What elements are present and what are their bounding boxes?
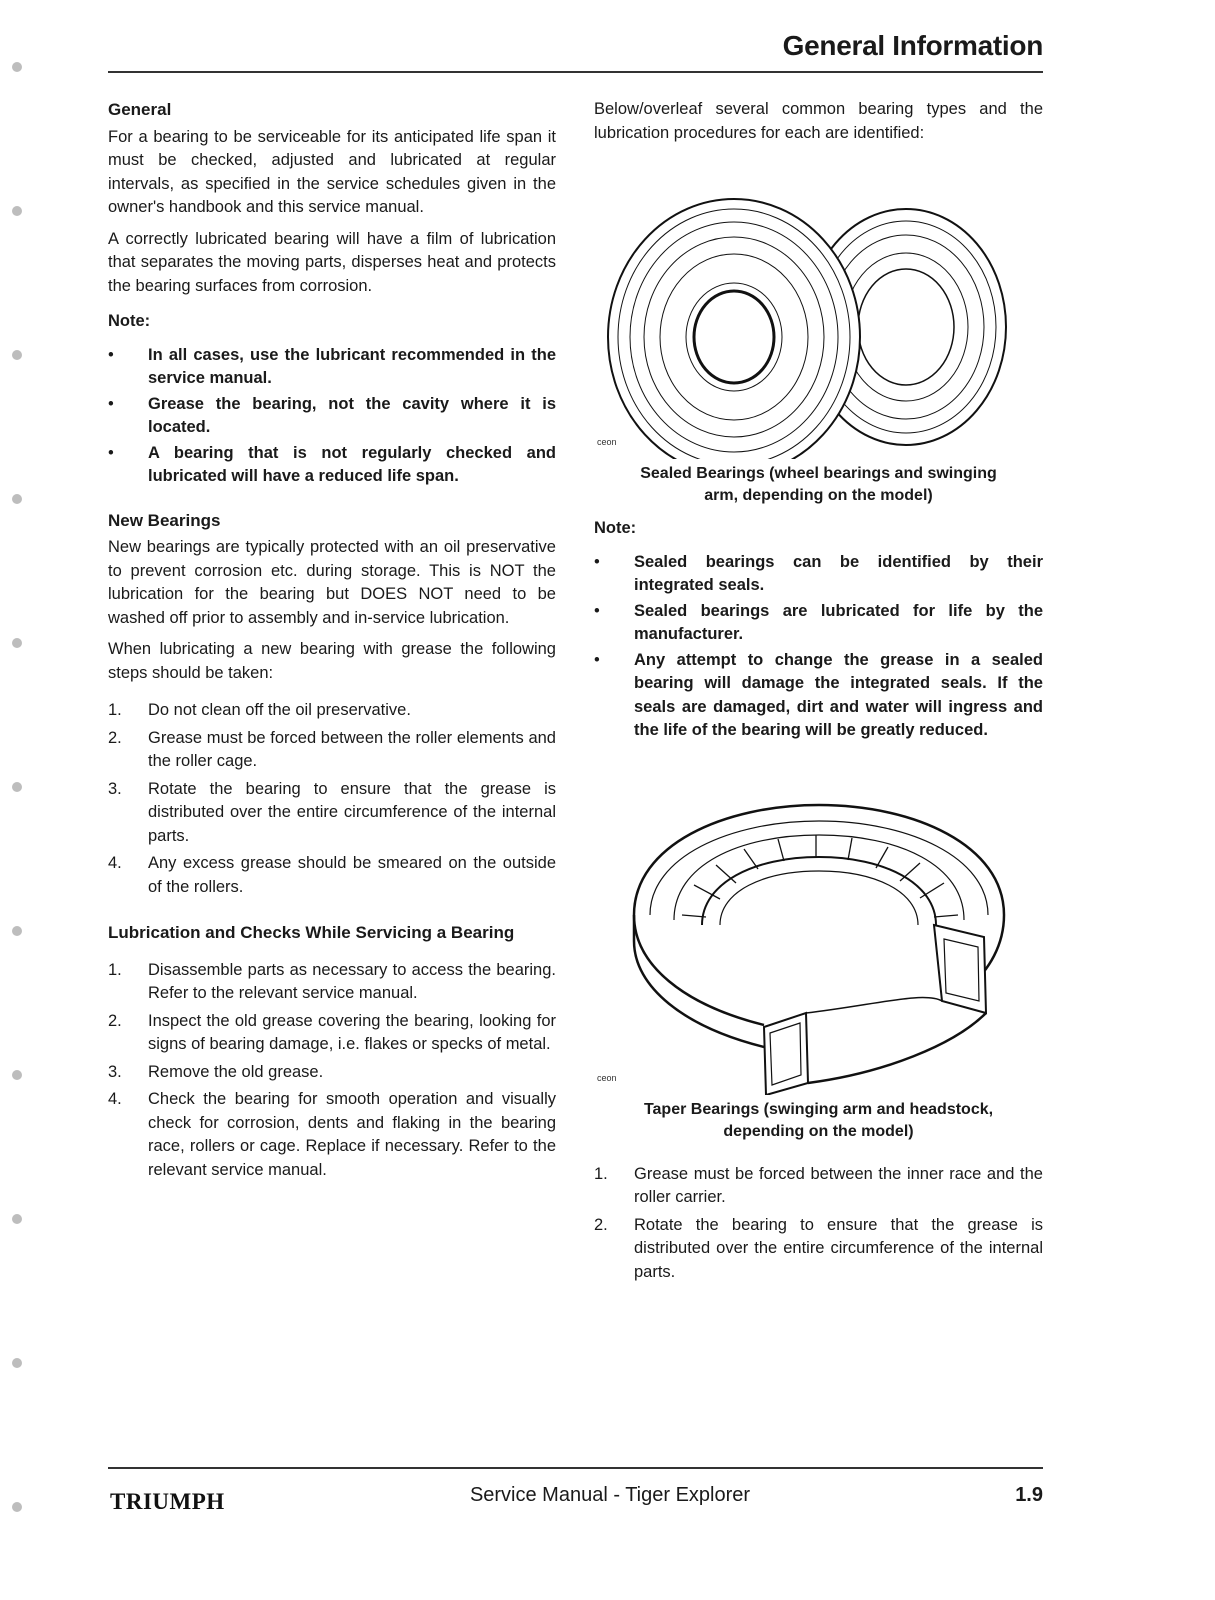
triumph-logo — [108, 1482, 228, 1518]
taper-bearings-steps — [594, 1163, 1043, 1285]
step-item: 2. Rotate the bearing to ensure that the grease is distributed over the entire circumference of the internal parts. — [594, 1215, 1043, 1281]
note-label: Note: — [594, 519, 637, 537]
step-item: 1. Disassemble parts as necessary to access the bearing. Refer to the relevant service manual. — [108, 960, 556, 1002]
punch-hole — [12, 1358, 22, 1368]
punch-hole — [12, 206, 22, 216]
punch-hole — [12, 1502, 22, 1512]
left-column — [108, 98, 556, 1186]
step-item: 4. Check the bearing for smooth operation and visually check for corrosion, dents and flaking in the bearing race, rollers or cage. Replace if necessary. Refer to the relevant service manual. — [108, 1090, 556, 1179]
note-item: • In all cases, use the lubricant recommended in the service manual. — [108, 344, 556, 391]
page-number: 1.9 — [1015, 1484, 1043, 1506]
step-item: 1. Grease must be forced between the inner race and the roller carrier. — [594, 1164, 1043, 1206]
step-item: 2. Grease must be forced between the roller elements and the roller cage. — [108, 728, 556, 770]
new-bearings-heading: New Bearings — [108, 510, 221, 530]
figure-code: ceon — [597, 437, 617, 447]
taper-bearings-illustration — [594, 765, 1043, 1095]
sealed-bearings-illustration — [594, 159, 1043, 459]
sealed-bearings-figure — [594, 159, 1043, 463]
new-bearings-paragraph-1: New bearings are typically protected with an oil preservative to prevent corrosion etc. during storage. This is NOT the lubrication for the bearing but DOES NOT need to be washed off prior to assembly and in-service lubrication. — [108, 538, 556, 627]
taper-bearings-caption: Taper Bearings (swinging arm and headstock, depending on the model) — [643, 1100, 994, 1140]
step-item: 3. Rotate the bearing to ensure that the grease is distributed over the entire circumference of the internal parts. — [108, 779, 556, 845]
lubrication-steps — [108, 959, 556, 1183]
note-item: • Grease the bearing, not the cavity where it is located. — [108, 393, 556, 440]
punch-hole — [12, 1070, 22, 1080]
punch-hole — [12, 350, 22, 360]
step-item: 1. Do not clean off the oil preservative. — [108, 701, 411, 719]
step-item: 2. Inspect the old grease covering the bearing, looking for signs of bearing damage, i.e. flakes or specks of metal. — [108, 1011, 556, 1053]
taper-bearings-figure — [594, 765, 1043, 1099]
punch-hole — [12, 62, 22, 72]
note-label: Note: — [108, 312, 151, 330]
note-item: • Any attempt to change the grease in a sealed bearing will damage the integrated seals. If the seals are damaged, dirt and water will ingress and the life of the bearing will be greatly reduced. — [594, 649, 1043, 743]
footer-divider — [108, 1467, 1043, 1469]
lubrication-heading: Lubrication and Checks While Servicing a Bearing — [108, 923, 515, 942]
general-paragraph-1: For a bearing to be serviceable for its anticipated life span it must be checked, adjusted and lubricated at regular intervals, as specified in the service schedules given in the owner's handbook and this service manual. — [108, 127, 556, 216]
step-item: 3. Remove the old grease. — [108, 1062, 324, 1081]
punch-hole — [12, 782, 22, 792]
figure-code: ceon — [597, 1072, 617, 1083]
punch-hole — [12, 638, 22, 648]
punch-hole — [12, 926, 22, 936]
note-item: • Sealed bearings are lubricated for life by the manufacturer. — [594, 600, 1043, 647]
punch-hole — [12, 1214, 22, 1224]
note-item: • A bearing that is not regularly checked and lubricated will have a reduced life span. — [108, 442, 556, 489]
intro-paragraph: Below/overleaf several common bearing types and the lubrication procedures for each are identified: — [594, 100, 1043, 142]
svg-text:TRIUMPH: TRIUMPH — [110, 1489, 225, 1514]
general-heading: General — [108, 100, 172, 119]
new-bearings-steps — [108, 699, 556, 899]
general-paragraph-2: A correctly lubricated bearing will have a film of lubrication that separates the moving parts, disperses heat and protects the bearing surfaces from corrosion. — [108, 229, 556, 295]
sealed-note-list — [594, 551, 1043, 743]
right-column — [594, 98, 1043, 1288]
step-item: 4. Any excess grease should be smeared on the outside of the rollers. — [108, 854, 556, 896]
footer-title: Service Manual - Tiger Explorer — [469, 1484, 751, 1506]
note-list — [108, 344, 556, 489]
header-divider — [108, 71, 1043, 73]
page-title: General Information — [782, 30, 1043, 61]
sealed-bearings-caption: Sealed Bearings (wheel bearings and swinging arm, depending on the model) — [640, 465, 997, 504]
punch-hole — [12, 494, 22, 504]
note-item: • Sealed bearings can be identified by their integrated seals. — [594, 551, 1043, 598]
new-bearings-paragraph-2: When lubricating a new bearing with grease the following steps should be taken: — [108, 640, 556, 682]
triumph-logo-mark — [108, 1482, 228, 1518]
